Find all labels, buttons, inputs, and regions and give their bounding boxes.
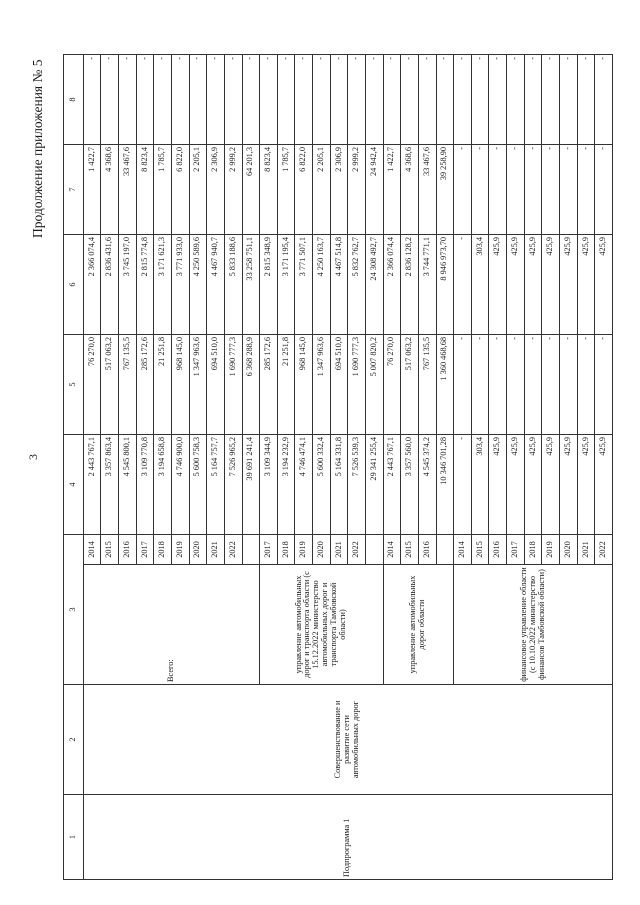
value-other-cell: - [136,55,154,145]
col-header: 7 [64,145,84,235]
value-federal-cell: 694 510,0 [207,335,225,435]
year-cell: 2018 [154,535,172,565]
value-federal-cell: 1 690 777,3 [224,335,242,435]
value-federal-cell: 6 368 288,9 [242,335,260,435]
value-local-cell: 2 205,1 [313,145,331,235]
value-federal-cell: 1 347 963,6 [313,335,331,435]
value-local-cell: - [542,145,560,235]
value-other-cell: - [295,55,313,145]
value-local-cell: 2 205,1 [189,145,207,235]
value-other-cell: - [507,55,525,145]
executor-cell: финансовое управление области (с 10.10.2022 министерство финансов Тамбовской области) [454,565,613,685]
value-local-cell: - [524,145,542,235]
value-local-cell: - [471,145,489,235]
value-regional-cell: 2 366 074,4 [83,235,101,335]
value-other-cell: - [489,55,507,145]
value-federal-cell: 767 135,5 [119,335,137,435]
year-cell: 2021 [577,535,595,565]
value-total-cell: 3 109 770,8 [136,435,154,535]
value-total-cell: 5 164 331,8 [330,435,348,535]
year-cell [436,535,454,565]
value-other-cell: - [436,55,454,145]
value-federal-cell: - [454,335,472,435]
executor-cell: управление автомобильных дорог области [383,565,454,685]
value-local-cell: - [577,145,595,235]
year-cell: 2014 [83,535,101,565]
value-local-cell: - [454,145,472,235]
value-total-cell: 3 109 344,9 [260,435,278,535]
value-regional-cell: 3 744 771,1 [418,235,436,335]
value-local-cell: 4 368,6 [101,145,119,235]
value-regional-cell: 3 771 507,1 [295,235,313,335]
col-header: 2 [64,685,84,795]
value-federal-cell: 285 172,6 [136,335,154,435]
value-local-cell: 2 306,9 [207,145,225,235]
page-number: 3 [26,454,40,460]
value-other-cell: - [277,55,295,145]
value-total-cell: 29 341 255,4 [366,435,384,535]
value-regional-cell: 2 815 774,8 [136,235,154,335]
table-row [83,55,101,880]
value-total-cell: 4 545 800,1 [119,435,137,535]
value-total-cell: 7 526 539,3 [348,435,366,535]
value-local-cell: 4 368,6 [401,145,419,235]
value-federal-cell: 517 063,2 [401,335,419,435]
budget-table [63,54,613,880]
value-total-cell: 5 600 332,4 [313,435,331,535]
value-federal-cell: 5 007 820,2 [366,335,384,435]
value-local-cell: 8 823,4 [136,145,154,235]
year-cell: 2015 [401,535,419,565]
value-regional-cell: 24 308 492,7 [366,235,384,335]
value-regional-cell: 4 467 514,8 [330,235,348,335]
col-header: 5 [64,335,84,435]
value-regional-cell: 3 171 621,3 [154,235,172,335]
value-regional-cell: 4 467 940,7 [207,235,225,335]
header-row [64,55,84,880]
value-regional-cell: 425,9 [542,235,560,335]
value-federal-cell: 1 347 963,6 [189,335,207,435]
year-cell: 2016 [489,535,507,565]
value-federal-cell: 1 360 468,68 [436,335,454,435]
value-other-cell: - [454,55,472,145]
year-cell: 2020 [313,535,331,565]
value-other-cell: - [83,55,101,145]
value-federal-cell: - [507,335,525,435]
value-federal-cell: 76 270,0 [83,335,101,435]
value-total-cell: 425,9 [524,435,542,535]
year-cell [366,535,384,565]
col-header: 3 [64,535,84,685]
budget-table-rotated [63,55,613,880]
value-regional-cell: 425,9 [577,235,595,335]
value-total-cell: 4 746 474,1 [295,435,313,535]
value-local-cell: 64 201,3 [242,145,260,235]
value-regional-cell: 425,9 [489,235,507,335]
value-local-cell: - [560,145,578,235]
value-total-cell: 10 346 701,28 [436,435,454,535]
value-local-cell: 2 999,2 [224,145,242,235]
value-federal-cell: 517 063,2 [101,335,119,435]
value-other-cell: - [242,55,260,145]
value-local-cell: - [489,145,507,235]
value-local-cell: 24 942,4 [366,145,384,235]
value-local-cell: 6 822,0 [171,145,189,235]
value-total-cell: 425,9 [577,435,595,535]
value-local-cell: 2 999,2 [348,145,366,235]
value-other-cell: - [418,55,436,145]
value-local-cell: 8 823,4 [260,145,278,235]
year-cell: 2014 [383,535,401,565]
value-regional-cell: 303,4 [471,235,489,335]
year-cell: 2016 [119,535,137,565]
value-regional-cell: 425,9 [560,235,578,335]
value-regional-cell: 2 836 431,6 [101,235,119,335]
col-header: 8 [64,55,84,145]
value-regional-cell: 2 366 074,4 [383,235,401,335]
value-federal-cell: - [560,335,578,435]
value-federal-cell: 694 510,0 [330,335,348,435]
col-header: 1 [64,795,84,880]
value-total-cell: 425,9 [507,435,525,535]
value-other-cell: - [171,55,189,145]
value-total-cell: 3 194 232,9 [277,435,295,535]
value-local-cell: 2 306,9 [330,145,348,235]
year-cell: 2017 [260,535,278,565]
value-other-cell: - [189,55,207,145]
value-other-cell: - [383,55,401,145]
value-federal-cell: - [471,335,489,435]
value-regional-cell: 2 815 348,9 [260,235,278,335]
value-total-cell: 303,4 [471,435,489,535]
col-header: 6 [64,235,84,335]
value-total-cell: 5 600 758,3 [189,435,207,535]
value-federal-cell: 76 270,0 [383,335,401,435]
value-other-cell: - [330,55,348,145]
col-header: 4 [64,435,84,535]
page-header: Продолжение приложения № 5 [30,59,45,238]
value-local-cell: - [595,145,613,235]
value-regional-cell: 3 745 197,0 [119,235,137,335]
value-total-cell: - [454,435,472,535]
program-title-cell: Совершенствование и развитие сети автомобильных дорог [83,685,612,795]
year-cell: 2019 [542,535,560,565]
year-cell: 2014 [454,535,472,565]
year-cell: 2022 [224,535,242,565]
year-cell: 2018 [277,535,295,565]
value-federal-cell: 968 145,0 [171,335,189,435]
executor-cell: управление автомобильных дорог и транспорта области (с 15.12.2022 министерство автомобильных дорог и транспорта Тамбовской области) [260,565,383,685]
year-cell: 2020 [560,535,578,565]
value-other-cell: - [560,55,578,145]
value-federal-cell: 1 690 777,3 [348,335,366,435]
value-other-cell: - [224,55,242,145]
value-local-cell: - [507,145,525,235]
value-federal-cell: - [524,335,542,435]
year-cell: 2015 [471,535,489,565]
value-other-cell: - [366,55,384,145]
value-other-cell: - [348,55,366,145]
value-federal-cell: 968 145,0 [295,335,313,435]
year-cell: 2019 [171,535,189,565]
year-cell: 2021 [207,535,225,565]
year-cell: 2017 [507,535,525,565]
value-total-cell: 425,9 [560,435,578,535]
value-total-cell: 7 526 965,2 [224,435,242,535]
year-cell: 2019 [295,535,313,565]
year-cell: 2021 [330,535,348,565]
executor-cell: Всего: [83,565,259,685]
value-other-cell: - [313,55,331,145]
value-local-cell: 1 785,7 [277,145,295,235]
value-regional-cell: 425,9 [524,235,542,335]
value-other-cell: - [154,55,172,145]
value-federal-cell: 21 251,8 [154,335,172,435]
value-other-cell: - [471,55,489,145]
value-regional-cell: 5 832 762,7 [348,235,366,335]
value-regional-cell: - [454,235,472,335]
value-total-cell: 2 443 767,1 [383,435,401,535]
value-federal-cell: - [542,335,560,435]
value-federal-cell: - [577,335,595,435]
value-other-cell: - [595,55,613,145]
year-cell [242,535,260,565]
year-cell: 2018 [524,535,542,565]
value-regional-cell: 4 250 589,6 [189,235,207,335]
value-local-cell: 33 467,6 [418,145,436,235]
value-other-cell: - [119,55,137,145]
value-federal-cell: 767 135,5 [418,335,436,435]
value-local-cell: 1 785,7 [154,145,172,235]
value-federal-cell: 21 251,8 [277,335,295,435]
year-cell: 2017 [136,535,154,565]
value-total-cell: 2 443 767,1 [83,435,101,535]
value-local-cell: 39 258,90 [436,145,454,235]
year-cell: 2015 [101,535,119,565]
value-total-cell: 5 164 757,7 [207,435,225,535]
value-total-cell: 425,9 [542,435,560,535]
value-total-cell: 3 194 658,8 [154,435,172,535]
value-total-cell: 425,9 [489,435,507,535]
value-total-cell: 4 746 900,0 [171,435,189,535]
value-regional-cell: 425,9 [595,235,613,335]
value-total-cell: 39 691 241,4 [242,435,260,535]
value-other-cell: - [260,55,278,145]
value-total-cell: 3 357 863,4 [101,435,119,535]
value-other-cell: - [524,55,542,145]
value-regional-cell: 3 771 933,0 [171,235,189,335]
value-total-cell: 3 357 560,0 [401,435,419,535]
value-regional-cell: 33 258 751,1 [242,235,260,335]
value-other-cell: - [542,55,560,145]
year-cell: 2022 [595,535,613,565]
year-cell: 2016 [418,535,436,565]
value-local-cell: 1 422,7 [83,145,101,235]
program-cell: Подпрограмма 1 [83,795,612,880]
value-regional-cell: 3 171 195,4 [277,235,295,335]
value-other-cell: - [101,55,119,145]
value-federal-cell: - [595,335,613,435]
year-cell: 2020 [189,535,207,565]
value-total-cell: 4 545 374,2 [418,435,436,535]
value-federal-cell: 285 172,6 [260,335,278,435]
value-regional-cell: 8 946 973,70 [436,235,454,335]
value-total-cell: 425,9 [595,435,613,535]
value-other-cell: - [401,55,419,145]
value-other-cell: - [577,55,595,145]
value-regional-cell: 2 836 128,2 [401,235,419,335]
value-local-cell: 1 422,7 [383,145,401,235]
value-regional-cell: 5 833 188,6 [224,235,242,335]
value-local-cell: 6 822,0 [295,145,313,235]
value-other-cell: - [207,55,225,145]
value-regional-cell: 4 250 163,7 [313,235,331,335]
value-regional-cell: 425,9 [507,235,525,335]
value-local-cell: 33 467,6 [119,145,137,235]
year-cell: 2022 [348,535,366,565]
value-federal-cell: - [489,335,507,435]
